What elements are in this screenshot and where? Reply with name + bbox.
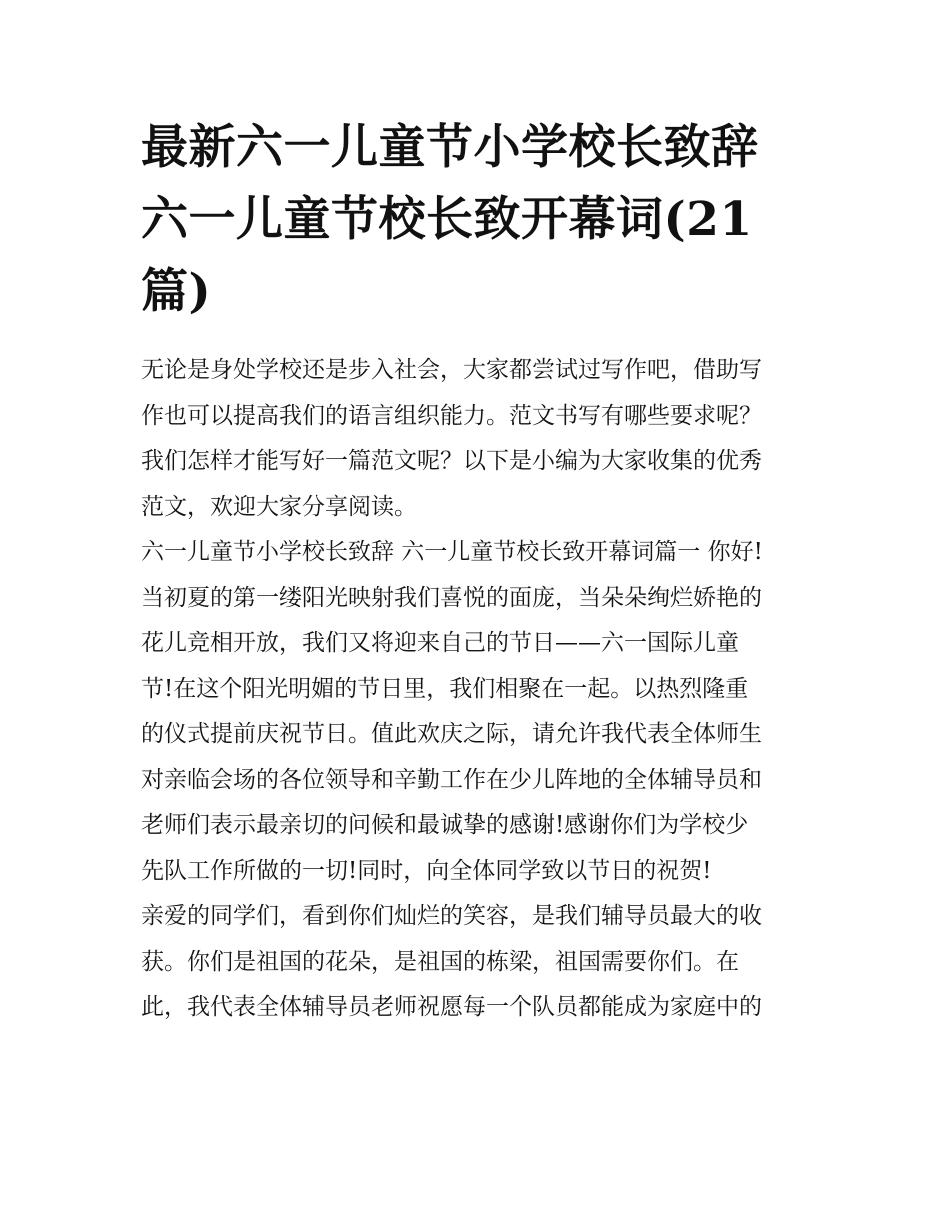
paragraph-speech-opening — [141, 530, 813, 894]
paragraph-intro — [141, 348, 813, 530]
text-line: 的仪式提前庆祝节日。值此欢庆之际，请允许我代表全体师生 — [141, 721, 762, 747]
text-line: 对亲临会场的各位领导和辛勤工作在少儿阵地的全体辅导员和 — [141, 766, 762, 793]
text-line: 老师们表示最亲切的问候和最诚挚的感谢!感谢你们为学校少 — [141, 812, 749, 838]
text-line: 获。你们是祖国的花朵，是祖国的栋梁，祖国需要你们。在 — [141, 948, 739, 975]
text-line: 节!在这个阳光明媚的节日里，我们相聚在一起。以热烈隆重 — [141, 675, 749, 702]
text-line: 当初夏的第一缕阳光映射我们喜悦的面庞，当朵朵绚烂娇艳的 — [141, 584, 762, 611]
text-line: 范文，欢迎大家分享阅读。 — [141, 493, 417, 520]
document-body — [141, 348, 813, 1031]
text-line: 我们怎样才能写好一篇范文呢？以下是小编为大家收集的优秀 — [141, 448, 762, 474]
document-page — [141, 112, 813, 1031]
title-line-2: 六一儿童节校长致开幕词(21 — [141, 192, 753, 247]
text-line: 花儿竞相开放，我们又将迎来自己的节日——六一国际儿童 — [141, 630, 739, 656]
text-line: 亲爱的同学们，看到你们灿烂的笑容，是我们辅导员最大的收 — [141, 903, 762, 929]
document-title — [141, 112, 813, 328]
text-line: 作也可以提高我们的语言组织能力。范文书写有哪些要求呢？ — [141, 402, 762, 429]
text-line: 此，我代表全体辅导员老师祝愿每一个队员都能成为家庭中的 — [141, 994, 762, 1020]
paragraph-students — [141, 894, 813, 1031]
text-line: 先队工作所做的一切!同时，向全体同学致以节日的祝贺! — [141, 857, 712, 884]
title-line-1: 最新六一儿童节小学校长致辞 — [141, 120, 759, 175]
title-line-3: 篇) — [141, 264, 212, 319]
text-line: 六一儿童节小学校长致辞 六一儿童节校长致开幕词篇一 你好! — [141, 539, 763, 565]
text-line: 无论是身处学校还是步入社会，大家都尝试过写作吧，借助写 — [141, 357, 762, 383]
